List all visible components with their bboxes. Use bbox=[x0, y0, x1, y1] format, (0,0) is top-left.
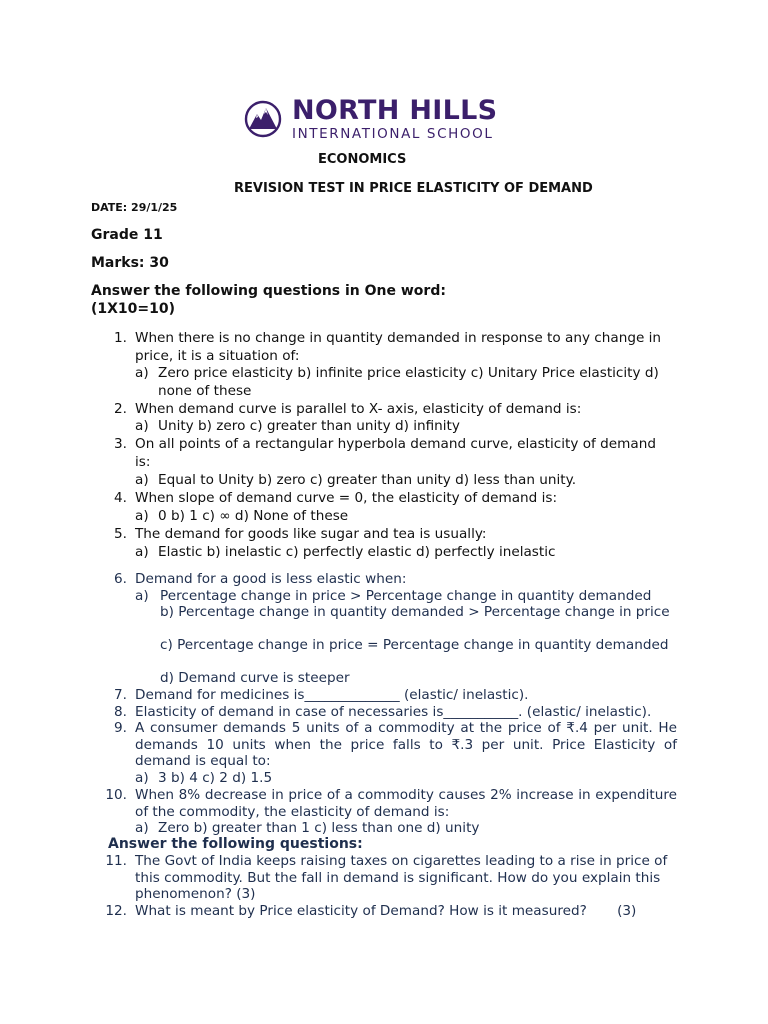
question-9 bbox=[91, 720, 691, 774]
mountain-logo-icon bbox=[244, 99, 282, 139]
question-11 bbox=[91, 853, 691, 907]
question-2 bbox=[91, 401, 691, 419]
options-text: Equal to Unity b) zero c) greater than unity d) less than unity. bbox=[158, 472, 577, 488]
test-title: REVISION TEST IN PRICE ELASTICITY OF DEMAND bbox=[234, 181, 593, 196]
question-4 bbox=[91, 490, 691, 508]
question-12 bbox=[91, 903, 691, 921]
options-text: 3 b) 4 c) 2 d) 1.5 bbox=[158, 770, 273, 786]
question-text-line: When there is no change in quantity demanded in response to any change in bbox=[135, 330, 662, 346]
question-5 bbox=[91, 526, 691, 544]
question-number: 6. bbox=[114, 571, 127, 587]
question-number: 7. bbox=[114, 687, 127, 703]
options-text: Percentage change in price > Percentage change in quantity demanded bbox=[160, 588, 652, 604]
question-number: 5. bbox=[114, 526, 127, 542]
option-label: a) bbox=[135, 588, 149, 604]
question-text: What is meant by Price elasticity of Demand? How is it measured? (3) bbox=[135, 903, 637, 919]
option-label: a) bbox=[135, 820, 149, 836]
question-6-option-c: c) Percentage change in price = Percentage change in quantity demanded bbox=[160, 637, 669, 653]
question-number: 10. bbox=[105, 787, 127, 803]
question-number: 3. bbox=[114, 436, 127, 452]
marks-label: Marks: 30 bbox=[91, 255, 169, 271]
question-7 bbox=[91, 687, 691, 705]
question-text-line: On all points of a rectangular hyperbola demand curve, elasticity of demand bbox=[135, 436, 656, 452]
question-number: 4. bbox=[114, 490, 127, 506]
options-text: Unity b) zero c) greater than unity d) infinity bbox=[158, 418, 460, 434]
option-label: a) bbox=[135, 544, 149, 560]
subject-heading: ECONOMICS bbox=[318, 152, 407, 167]
section1-instruction: Answer the following questions in One word: bbox=[91, 283, 446, 299]
section1-marks-note: (1X10=10) bbox=[91, 301, 176, 317]
school-name: NORTH HILLS bbox=[292, 94, 498, 126]
question-number: 2. bbox=[114, 401, 127, 417]
question-text: Elasticity of demand in case of necessaries is___________. (elastic/ inelastic). bbox=[135, 704, 652, 720]
question-number: 8. bbox=[114, 704, 127, 720]
question-text: The demand for goods like sugar and tea is usually: bbox=[135, 526, 487, 542]
question-text: When 8% decrease in price of a commodity causes 2% increase in expenditure of the commodity, the elasticity of demand is: bbox=[135, 787, 677, 820]
question-text: When slope of demand curve = 0, the elasticity of demand is: bbox=[135, 490, 558, 506]
section2-instruction: Answer the following questions: bbox=[108, 836, 363, 852]
question-6 bbox=[91, 571, 691, 589]
school-subtitle: INTERNATIONAL SCHOOL bbox=[292, 125, 494, 142]
options-text: Zero price elasticity b) infinite price elasticity c) Unitary Price elasticity d) bbox=[158, 365, 659, 381]
question-number: 12. bbox=[105, 903, 127, 919]
option-label: a) bbox=[135, 472, 149, 488]
options-text: Zero b) greater than 1 c) less than one d) unity bbox=[158, 820, 480, 836]
option-label: a) bbox=[135, 365, 149, 381]
question-1-options-cont: none of these bbox=[158, 383, 252, 399]
question-number: 9. bbox=[114, 720, 127, 736]
question-number: 1. bbox=[114, 330, 127, 346]
question-text-line: is: bbox=[135, 453, 151, 470]
options-text: 0 b) 1 c) ∞ d) None of these bbox=[158, 508, 349, 524]
question-text: Demand for a good is less elastic when: bbox=[135, 571, 407, 587]
grade-label: Grade 11 bbox=[91, 227, 163, 243]
school-logo bbox=[244, 96, 514, 142]
question-text: Demand for medicines is______________ (elastic/ inelastic). bbox=[135, 687, 529, 703]
option-label: a) bbox=[135, 508, 149, 524]
question-6-option-d: d) Demand curve is steeper bbox=[160, 670, 350, 686]
options-text: Elastic b) inelastic c) perfectly elastic d) perfectly inelastic bbox=[158, 544, 556, 560]
question-text: When demand curve is parallel to X- axis, elasticity of demand is: bbox=[135, 401, 582, 417]
test-date: DATE: 29/1/25 bbox=[91, 201, 178, 214]
question-3 bbox=[91, 436, 691, 472]
question-text: The Govt of India keeps raising taxes on cigarettes leading to a rise in price of this commodity. But the fall in demand is significant. How do you explain this phenomenon? (3) bbox=[135, 853, 668, 903]
question-text: A consumer demands 5 units of a commodity at the price of ₹.4 per unit. He demands 10 units when the price falls to ₹.3 per unit. Price Elasticity of demand is equal to: bbox=[135, 720, 677, 770]
question-6-option-b: b) Percentage change in quantity demanded > Percentage change in price bbox=[160, 604, 670, 620]
question-10 bbox=[91, 787, 691, 823]
option-label: a) bbox=[135, 418, 149, 434]
question-text-line: price, it is a situation of: bbox=[135, 347, 300, 364]
option-label: a) bbox=[135, 770, 149, 786]
question-number: 11. bbox=[105, 853, 127, 869]
